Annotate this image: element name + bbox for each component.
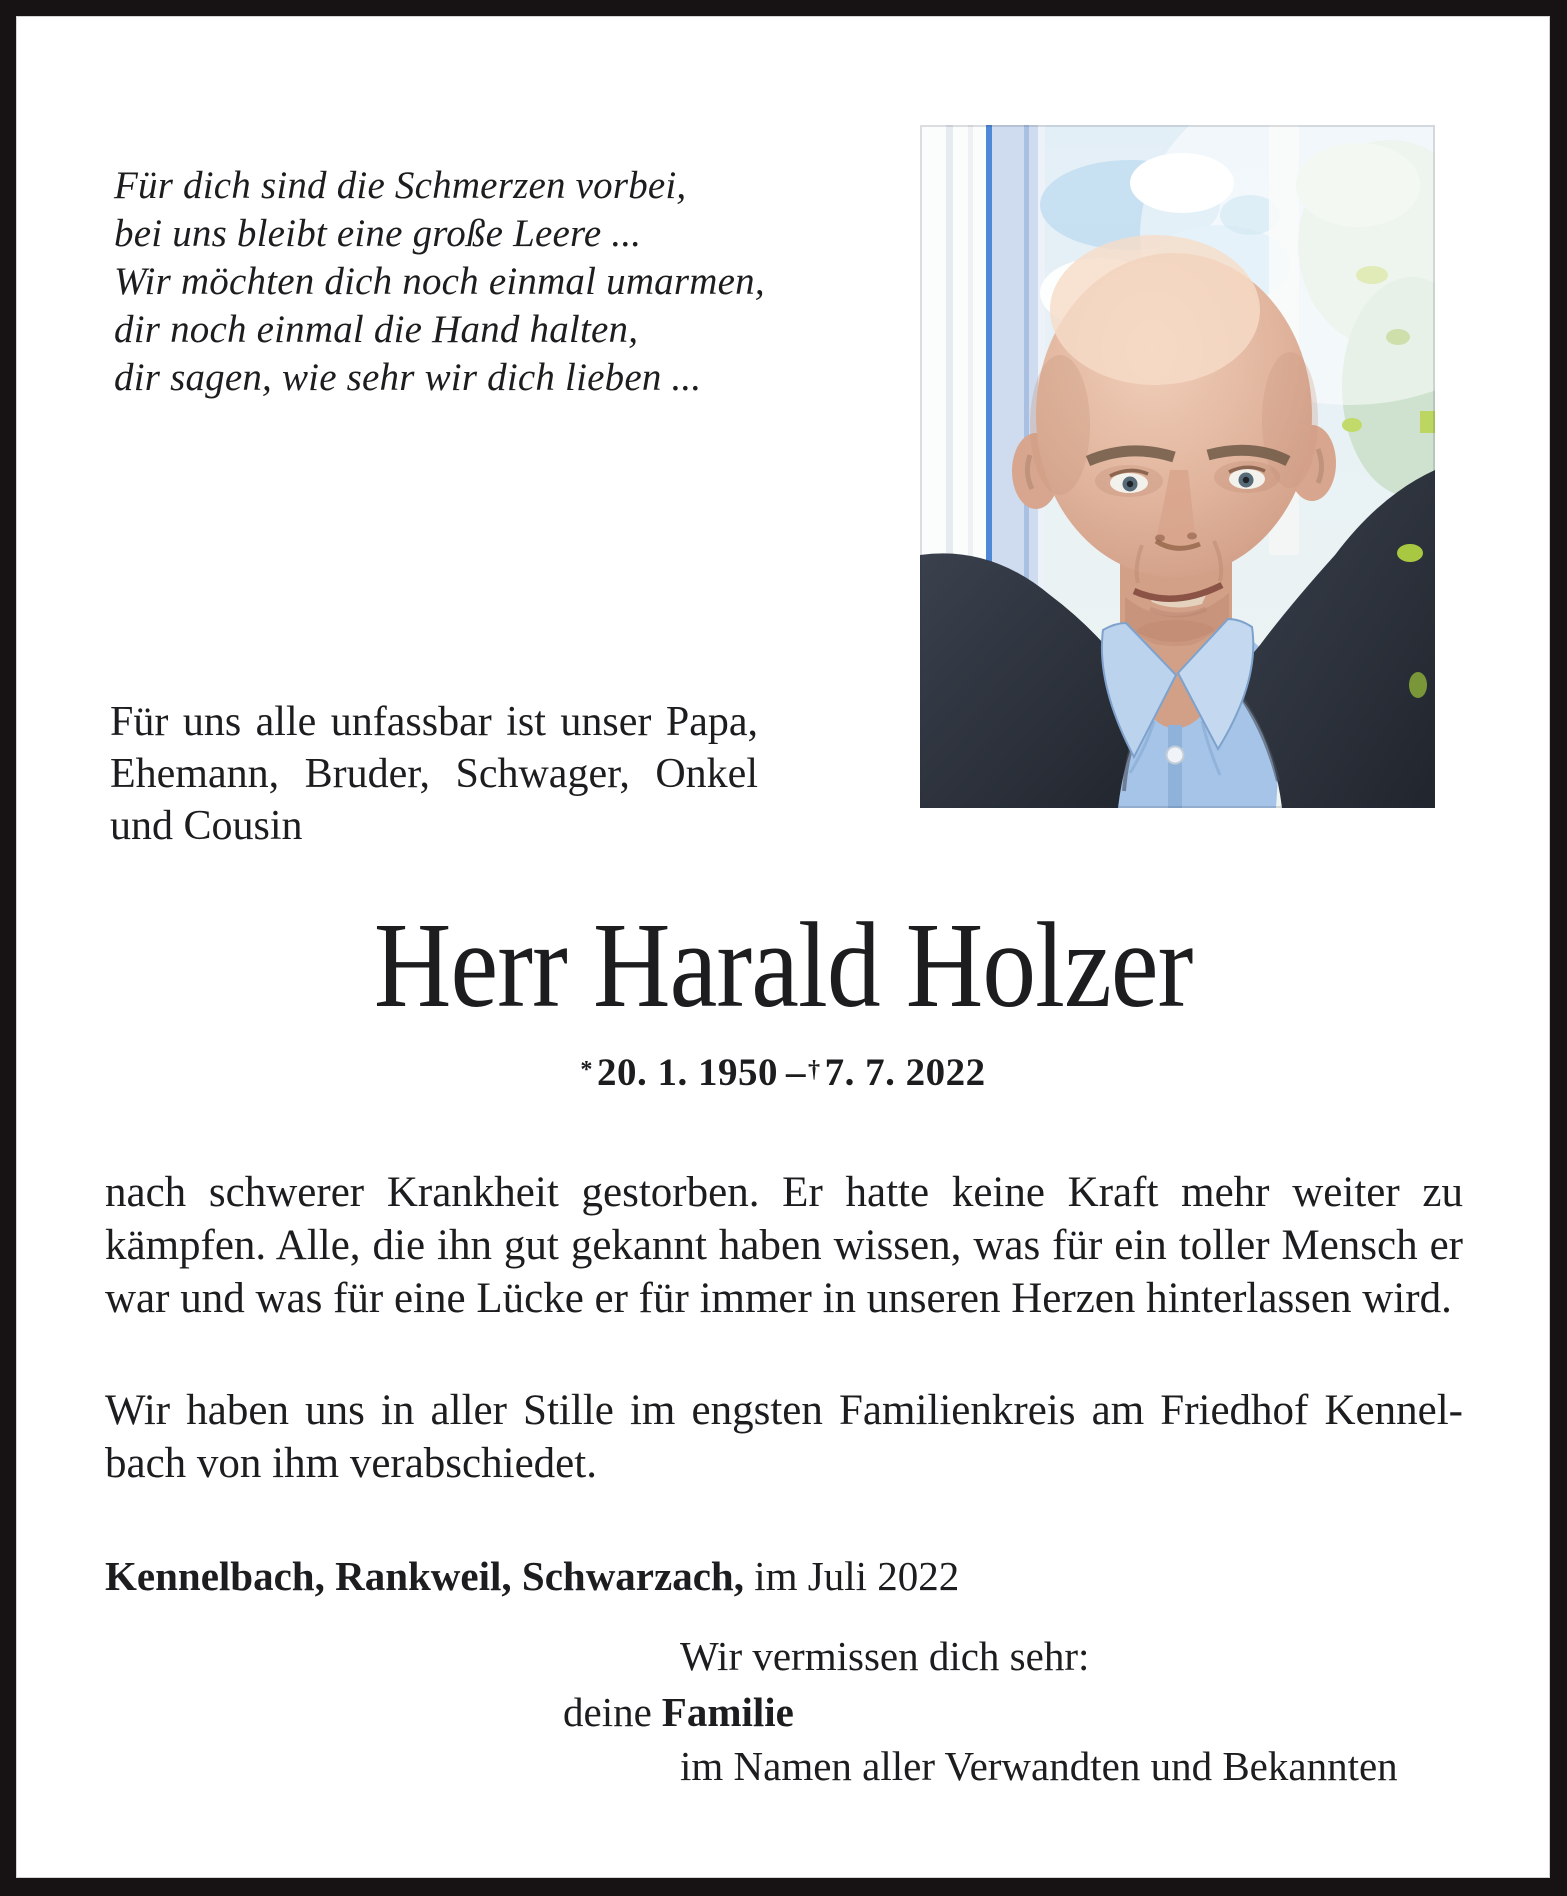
body-paragraph-farewell-line: Wir haben uns in aller Stille im engsten Familienkreis am Friedhof Kennel- [105,1387,1463,1434]
intro-relations [110,696,758,852]
poem-line: Wir möchten dich noch einmal umarmen, [114,260,765,303]
intro-line: Für uns alle unfassbar ist unser Papa, [110,699,758,745]
birth-symbol: * [580,1056,593,1084]
body-paragraph-farewell [105,1384,1463,1490]
poem-line: dir sagen, wie sehr wir dich lieben ... [114,356,702,399]
birth-date: 20. 1. 1950 [597,1051,778,1094]
dates-separator: – [786,1051,806,1094]
signature-on-behalf-line: im Namen aller Verwandten und Bekannten [680,1743,1398,1789]
deceased-name: Herr Harald Holzer [373,898,1193,1033]
portrait-photo-art [920,125,1435,808]
portrait-photo [920,125,1435,808]
intro-line: und Cousin [110,803,303,849]
intro-line: Ehemann, Bruder, Schwager, Onkel [110,751,758,797]
life-dates [16,1050,1550,1095]
deceased-name-heading [16,898,1550,1033]
obituary-page [16,16,1550,1878]
poem-line: Für dich sind die Schmerzen vorbei, [114,164,687,207]
body-paragraph-farewell-line: bach von ihm verabschiedet. [105,1440,597,1487]
dateline-date: im Juli 2022 [754,1553,960,1599]
death-date: 7. 7. 2022 [824,1051,986,1094]
signature-prefix: deine [563,1689,652,1735]
death-symbol: † [808,1056,821,1084]
dateline [105,1552,959,1600]
poem-line: dir noch einmal die Hand halten, [114,308,639,351]
signature-family-line [563,1688,794,1736]
body-paragraph-illness: nach schwerer Krankheit gestorben. Er hatte keine Kraft mehr weiter zu kämpfen. Alle, die ihn gut gekannt haben wissen, was für ein toller Mensch er war und was für eine Lücke er für immer in unseren Herzen hinterlassen wird. [105,1169,1463,1322]
signature-missing-line: Wir vermissen dich sehr: [680,1633,1090,1679]
poem-line: bei uns bleibt eine große Leere ... [114,212,642,255]
poem [114,162,765,402]
signature-family-name: Familie [661,1689,794,1735]
dateline-places: Kennelbach, Rankweil, Schwarzach, [105,1553,744,1599]
